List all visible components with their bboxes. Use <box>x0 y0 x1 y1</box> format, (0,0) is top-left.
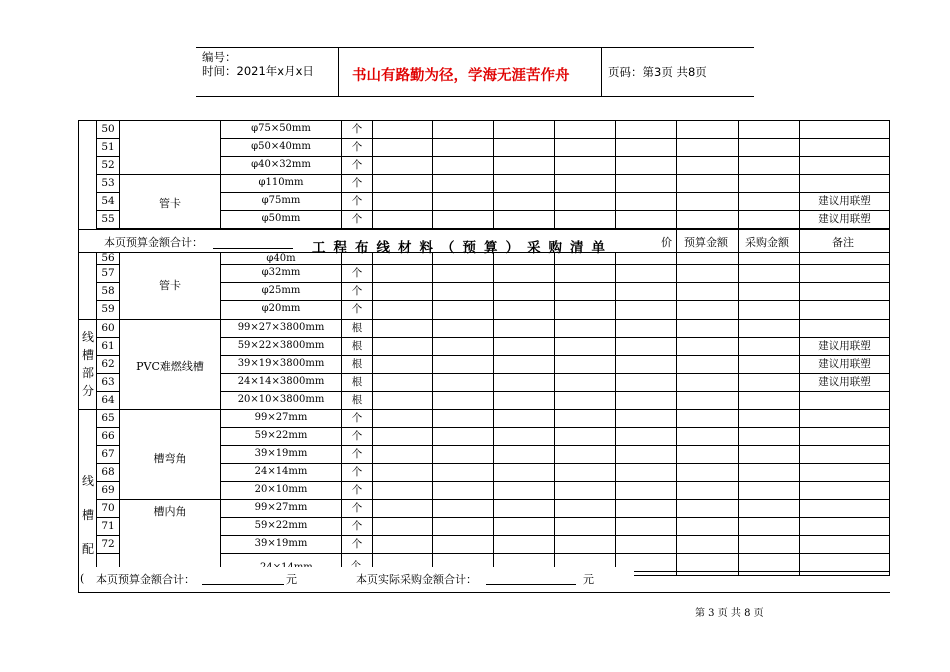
row-number: 70 <box>101 502 115 514</box>
item-name-guanka: 管卡 <box>159 197 181 210</box>
row-unit: 个 <box>351 448 363 460</box>
row-spec: 59×22mm <box>254 430 308 441</box>
header-bottom-rule <box>196 96 754 97</box>
row-unit: 根 <box>351 358 363 370</box>
row-spec: φ40×32mm <box>251 159 311 170</box>
row-number: 53 <box>101 177 115 189</box>
row-spec: 59×22×3800mm <box>237 340 325 351</box>
row-unit: 个 <box>351 285 363 297</box>
row-number: 61 <box>101 340 115 352</box>
row-unit: 个 <box>351 520 363 532</box>
item-name-trunking-inner-corner: 槽内角 <box>153 505 187 518</box>
category-char: 分 <box>81 384 94 398</box>
overlay-col-note: 备注 <box>832 236 854 249</box>
category-trunking-accessories <box>78 464 98 566</box>
item-name-guanka: 管卡 <box>159 279 181 292</box>
row-number: 58 <box>101 285 115 297</box>
header-number-label: 编号： <box>202 50 237 64</box>
row-unit: 个 <box>351 267 363 279</box>
category-char: 部 <box>81 366 94 380</box>
row-unit: 个 <box>351 213 363 225</box>
row-spec: 99×27mm <box>254 502 308 513</box>
row-spec: 24×14×3800mm <box>237 376 325 387</box>
row-note: 建议用联塑 <box>818 213 871 225</box>
row-spec: 39×19mm <box>254 448 308 459</box>
overlay-col-budget: 预算金额 <box>684 236 728 249</box>
header-divider-left <box>338 47 339 97</box>
col-line-c6 <box>432 120 433 575</box>
row-unit: 个 <box>351 412 363 424</box>
item-name-pvc-trunking: PVC难燃线槽 <box>136 360 204 373</box>
row-unit: 个 <box>351 484 363 496</box>
footer-budget-underline <box>202 584 284 585</box>
overlay-budget-underline <box>213 248 293 249</box>
row-unit: 个 <box>351 538 363 550</box>
row-note: 建议用联塑 <box>818 195 871 207</box>
row-number: 52 <box>101 159 115 171</box>
row-number: 62 <box>101 358 115 370</box>
row-number: 71 <box>101 520 115 532</box>
row-spec: φ20mm <box>261 303 301 314</box>
row-number: 63 <box>101 376 115 388</box>
header-motto: 书山有路勤为径，学海无涯苦作舟 <box>352 68 570 84</box>
row-unit: 个 <box>351 502 363 514</box>
row-spec: φ25mm <box>261 285 301 296</box>
row-number: 66 <box>101 430 115 442</box>
header-top-rule <box>196 47 754 48</box>
row-number: 72 <box>101 538 115 550</box>
footer-actual-label: 本页实际采购金额合计： <box>356 573 477 586</box>
overlay-col-price-partial: 价 <box>661 236 672 249</box>
overlay-budget-total-label: 本页预算金额合计： <box>104 236 203 249</box>
row-number: 65 <box>101 412 115 424</box>
row-spec: 99×27mm <box>254 412 308 423</box>
row-unit: 根 <box>351 340 363 352</box>
item-name-trunking-elbow: 槽弯角 <box>153 452 187 465</box>
row-unit: 个 <box>351 430 363 442</box>
footer-budget-label: 本页预算金额合计： <box>96 573 195 586</box>
row-spec: φ50mm <box>261 213 301 224</box>
row-unit: 个 <box>351 141 363 153</box>
row-number: 55 <box>101 213 115 225</box>
col-line-c8 <box>554 120 555 575</box>
header-divider-right <box>601 47 602 97</box>
category-char: 线 <box>81 330 94 344</box>
table-bottom-border <box>78 592 890 593</box>
overlay-col-line <box>799 229 800 253</box>
row-note: 建议用联塑 <box>818 376 871 388</box>
category-char: 槽 <box>81 348 94 362</box>
row-spec: 59×22mm <box>254 520 308 531</box>
row-number: 64 <box>101 394 115 406</box>
row-spec: 20×10mm <box>254 484 308 495</box>
row-spec: φ75mm <box>261 195 301 206</box>
col-line-c7 <box>493 120 494 575</box>
overlay-strip-top <box>78 229 890 230</box>
row-unit: 个 <box>351 303 363 315</box>
row-spec-partial: φ40m <box>266 253 296 264</box>
row-unit: 根 <box>351 376 363 388</box>
category-char: 槽 <box>81 508 94 522</box>
row-number: 59 <box>101 303 115 315</box>
row-spec: φ110mm <box>258 177 304 188</box>
table-right-border <box>889 120 890 575</box>
row-unit: 根 <box>351 322 363 334</box>
row-spec: φ32mm <box>261 267 301 278</box>
row-number: 50 <box>101 123 115 135</box>
row-unit: 个 <box>351 466 363 478</box>
row-note: 建议用联塑 <box>818 340 871 352</box>
row-number: 54 <box>101 195 115 207</box>
row-unit: 根 <box>351 394 363 406</box>
category-char: 线 <box>81 474 94 488</box>
footer-strip-line <box>634 575 890 576</box>
row-unit: 个 <box>351 123 363 135</box>
row-unit: 个 <box>351 177 363 189</box>
row-number-partial: 56 <box>101 252 115 264</box>
header-time: 时间：2021年x月x日 <box>202 64 314 78</box>
row-spec: 24×14mm <box>254 466 308 477</box>
row-spec: φ50×40mm <box>251 141 311 152</box>
row-spec: 39×19mm <box>254 538 308 549</box>
row-number: 60 <box>101 322 115 334</box>
row-note: 建议用联塑 <box>818 358 871 370</box>
row-number: 69 <box>101 484 115 496</box>
row-spec: 39×19×3800mm <box>237 358 325 369</box>
col-line-qty <box>372 120 373 575</box>
category-char: 配 <box>81 542 94 556</box>
row-spec: 99×27×3800mm <box>237 322 325 333</box>
col-line-c9 <box>615 120 616 575</box>
col-line-c11 <box>738 120 739 575</box>
footer-left-fragment: ( <box>80 572 85 585</box>
overlay-col-purchase: 采购金额 <box>745 236 789 249</box>
footer-actual-underline <box>486 584 576 585</box>
overlay-title: 工程布线材料（预算）采购清单 <box>312 240 613 256</box>
category-trunking-section <box>78 328 98 400</box>
row-unit: 个 <box>351 195 363 207</box>
col-line-c10 <box>676 120 677 575</box>
footer-actual-yuan: 元 <box>583 573 594 586</box>
row-number: 51 <box>101 141 115 153</box>
header-page-code: 页码：第3页 共8页 <box>608 65 707 79</box>
footer-budget-yuan: 元 <box>286 573 297 586</box>
name-cell-mask <box>120 121 220 173</box>
row-spec: φ75×50mm <box>251 123 311 134</box>
row-number: 57 <box>101 267 115 279</box>
row-number: 67 <box>101 448 115 460</box>
row-unit: 个 <box>351 159 363 171</box>
overlay-col-line <box>738 229 739 253</box>
page-number: 第 3 页 共 8 页 <box>695 608 764 619</box>
overlay-col-line <box>676 229 677 253</box>
row-spec: 20×10×3800mm <box>237 394 325 405</box>
row-number: 68 <box>101 466 115 478</box>
